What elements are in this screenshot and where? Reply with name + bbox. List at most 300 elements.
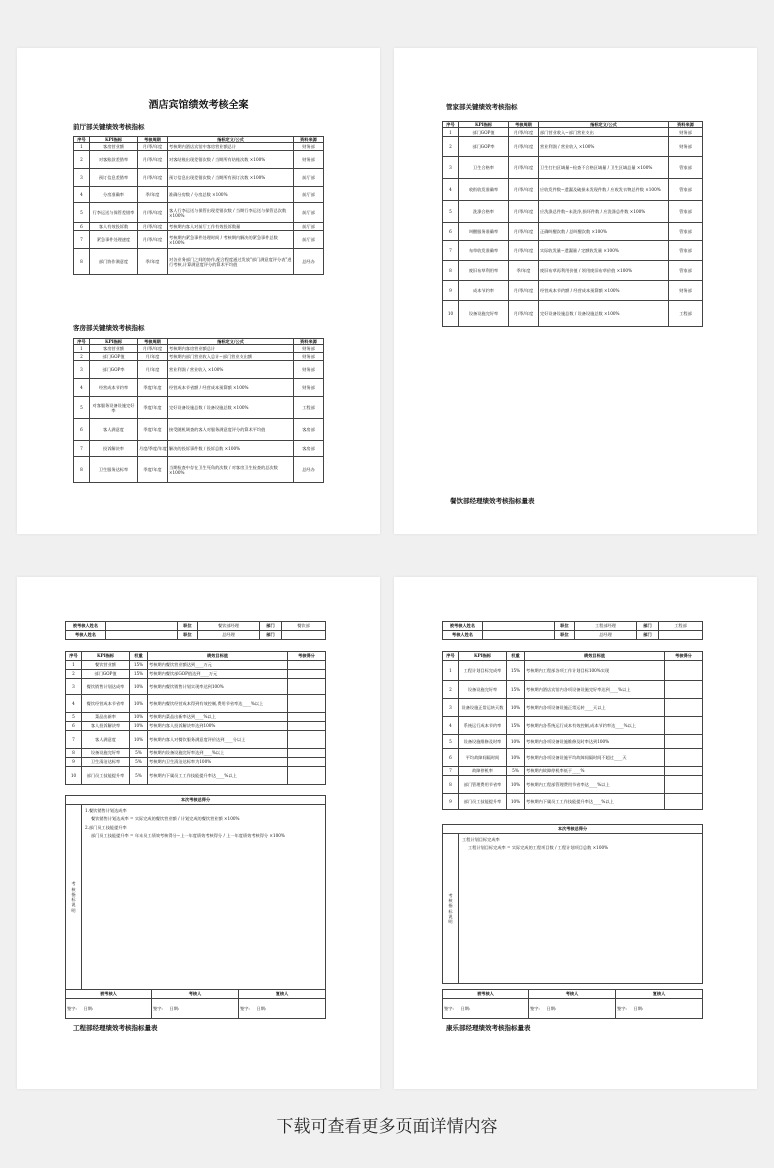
table-row bbox=[66, 679, 326, 695]
assessor-value bbox=[483, 631, 555, 640]
table-cell: 月/季/年度 bbox=[509, 157, 539, 179]
table-row bbox=[443, 767, 703, 776]
table-cell: 紧急事件处理速度 bbox=[90, 231, 138, 249]
header-cell: 资料来源 bbox=[294, 137, 324, 143]
table-row bbox=[66, 695, 326, 713]
table-cell: 部门GOP值 bbox=[90, 353, 138, 361]
table-cell: 考核期内酒店宾馆内各项设备设施完好率达到____%以上 bbox=[525, 681, 665, 699]
table-cell: 财务部 bbox=[669, 137, 703, 157]
explain-content bbox=[82, 805, 326, 990]
table-row bbox=[443, 137, 703, 157]
table-cell: 餐饮经营成本节省率 bbox=[82, 695, 130, 713]
table-cell: 前厅部 bbox=[294, 169, 324, 187]
catering-kpi-table bbox=[65, 651, 326, 785]
explain-line: 2.部门员工技能提升率 bbox=[85, 824, 127, 830]
section-title-housekeeping-rooms: 客房部关键绩效考核指标 bbox=[73, 324, 145, 332]
table-cell: 10% bbox=[130, 731, 148, 749]
table-cell: 8 bbox=[443, 261, 459, 281]
table-cell: 成本节约率 bbox=[459, 281, 509, 301]
table-cell: 月/季/年度 bbox=[509, 128, 539, 137]
table-cell: 6 bbox=[443, 223, 459, 241]
explain-line: 工程计划目标完成率 bbox=[462, 837, 500, 842]
table-cell: 考核期内客房营业额总计 bbox=[168, 345, 294, 353]
table-cell: 财务部 bbox=[294, 151, 324, 169]
header-cell: 指标定义/公式 bbox=[168, 339, 294, 345]
score-cell[interactable] bbox=[288, 670, 326, 679]
table-cell: 前厅部 bbox=[294, 223, 324, 231]
table-cell: 预订信息差错率 bbox=[90, 169, 138, 187]
table-cell: 设备设施完好率 bbox=[459, 301, 509, 327]
table-cell: 3 bbox=[66, 679, 82, 695]
housekeeping-kpi-table bbox=[442, 121, 703, 327]
table-cell: 叫醒服务准确率 bbox=[459, 223, 509, 241]
assessee-header: 被考核人 bbox=[66, 990, 152, 999]
table-cell: 财务部 bbox=[294, 379, 324, 397]
table-cell: 财务部 bbox=[294, 361, 324, 379]
table-cell: 前厅部 bbox=[294, 203, 324, 223]
table-cell: 接受随机调查的客人对服务满意度评分的算术平均值 bbox=[168, 419, 294, 441]
table-cell: 考核期内餐饮部GOP值达到____万元 bbox=[148, 670, 288, 679]
header-cell: KPI指标 bbox=[459, 652, 507, 661]
table-row bbox=[74, 397, 324, 419]
table-row bbox=[74, 151, 324, 169]
score-cell[interactable] bbox=[288, 713, 326, 722]
employee-info-table bbox=[442, 621, 703, 640]
table-row bbox=[443, 281, 703, 301]
table-row bbox=[443, 794, 703, 810]
table-cell: 对客服务设备设施完好率 bbox=[90, 397, 138, 419]
header-cell: 绩效目标值 bbox=[148, 652, 288, 661]
table-cell: 15% bbox=[507, 681, 525, 699]
table-cell: 对客账款差错率 bbox=[90, 151, 138, 169]
score-cell[interactable] bbox=[288, 661, 326, 670]
table-row bbox=[74, 345, 324, 353]
table-cell: 月/季/年度 bbox=[138, 151, 168, 169]
table-cell: 营业利润 / 营业收入 ×100% bbox=[539, 137, 669, 157]
section-title-housekeeping: 管家部关键绩效考核指标 bbox=[446, 103, 518, 111]
table-header-row bbox=[443, 652, 703, 661]
table-cell: 系统运行成本节约率 bbox=[459, 717, 507, 735]
table-cell: 对各业务部门之间的协作,配合程度通过发放"部门满意度评分表"进行考核,计算满意度评分的算术平均值 bbox=[168, 249, 294, 275]
table-row bbox=[443, 735, 703, 749]
table-cell: 9 bbox=[66, 758, 82, 767]
total-score-label: 本次考核总得分 bbox=[443, 825, 703, 834]
table-cell: 完好设备设施总数 / 设备设施总数 ×100% bbox=[168, 397, 294, 419]
department-label: 部门 bbox=[260, 631, 282, 640]
table-cell: 15% bbox=[130, 661, 148, 670]
header-cell: 考核周期 bbox=[138, 339, 168, 345]
table-cell: 客房营业额 bbox=[90, 143, 138, 151]
table-row bbox=[66, 749, 326, 758]
table-row bbox=[74, 143, 324, 151]
explain-line: 餐饮销售计划达成率 = 实际完成的餐饮营业额 / 计划完成的餐饮营业额 ×100% bbox=[91, 816, 240, 822]
table-cell: 工程部 bbox=[669, 301, 703, 327]
table-row bbox=[74, 169, 324, 187]
score-cell[interactable] bbox=[288, 722, 326, 731]
table-cell: 月/季/年度 bbox=[509, 137, 539, 157]
table-cell: 2 bbox=[74, 353, 90, 361]
table-cell: 对客结账出现差错次数 / 当期所有结账次数 ×100% bbox=[168, 151, 294, 169]
table-cell: 客人行李运送与保管出现差错次数 / 当期行李运送与保管总次数 ×100% bbox=[168, 203, 294, 223]
position-label: 职位 bbox=[555, 631, 575, 640]
header-cell: KPI指标 bbox=[90, 137, 138, 143]
table-cell: 15% bbox=[507, 717, 525, 735]
table-cell: 考核期内下属员工工作技能提升率达____%以上 bbox=[525, 794, 665, 810]
table-cell: 布草收发准确率 bbox=[459, 241, 509, 261]
table-row bbox=[443, 241, 703, 261]
table-row bbox=[443, 223, 703, 241]
table-cell: 考核期内故障停机率低于____% bbox=[525, 767, 665, 776]
table-cell: 季度/年度 bbox=[138, 419, 168, 441]
info-row bbox=[443, 622, 703, 631]
table-row bbox=[66, 670, 326, 679]
score-cell[interactable] bbox=[288, 695, 326, 713]
table-cell: 考核期内酒店宾馆中客房营业额总计 bbox=[168, 143, 294, 151]
explain-line: 1.餐饮销售计划达成率 bbox=[85, 808, 127, 813]
header-cell: 指标定义/公式 bbox=[168, 137, 294, 143]
score-cell[interactable] bbox=[288, 731, 326, 749]
table-cell: 5% bbox=[130, 758, 148, 767]
signature-cell: 签字: 日期: bbox=[239, 999, 326, 1019]
position-value: 工程部经理 bbox=[575, 622, 637, 631]
assessor-header: 考核人 bbox=[529, 990, 616, 999]
table-cell: 设备设施完好率 bbox=[82, 749, 130, 758]
table-cell: 5 bbox=[443, 201, 459, 223]
table-cell: 客房部 bbox=[294, 441, 324, 457]
table-cell: 10% bbox=[507, 749, 525, 767]
table-cell: 考核期内餐饮销售计划实现率达到100% bbox=[148, 679, 288, 695]
table-cell: 5 bbox=[443, 735, 459, 749]
table-cell: 解决的投诉事件数 / 投诉总数 ×100% bbox=[168, 441, 294, 457]
table-cell: 部门营业收入−部门营业支出 bbox=[539, 128, 669, 137]
table-cell: 9 bbox=[443, 281, 459, 301]
header-cell: 资料来源 bbox=[669, 122, 703, 128]
score-cell[interactable] bbox=[288, 758, 326, 767]
table-cell: 管家部 bbox=[669, 201, 703, 223]
table-cell: 客人有效投诉数 bbox=[90, 223, 138, 231]
table-cell: 3 bbox=[74, 361, 90, 379]
table-cell: 季/年度 bbox=[138, 187, 168, 203]
table-row bbox=[443, 128, 703, 137]
table-cell: 2 bbox=[66, 670, 82, 679]
score-cell[interactable] bbox=[665, 749, 703, 767]
table-row bbox=[74, 353, 324, 361]
table-cell: 7 bbox=[443, 767, 459, 776]
explain-table bbox=[65, 795, 326, 990]
table-cell: 10% bbox=[130, 695, 148, 713]
table-cell: 4 bbox=[74, 187, 90, 203]
reviewer-header: 复核人 bbox=[239, 990, 326, 999]
table-cell: 完好设备设施总数 / 设备设施总数 ×100% bbox=[539, 301, 669, 327]
table-cell: 部门员工技能提升率 bbox=[459, 794, 507, 810]
table-cell: 收衔收发准确率 bbox=[459, 179, 509, 201]
table-cell: 废旧布草再利用价值 / 领用废旧布草价值 ×100% bbox=[539, 261, 669, 281]
score-cell[interactable] bbox=[665, 794, 703, 810]
table-cell: 管家部 bbox=[669, 261, 703, 281]
table-cell: 客人投诉解决率 bbox=[82, 722, 130, 731]
table-cell: 季/年度 bbox=[138, 249, 168, 275]
assessor-header: 考核人 bbox=[152, 990, 239, 999]
table-cell: 财务部 bbox=[669, 281, 703, 301]
document-title: 酒店宾馆绩效考核全案 bbox=[148, 100, 249, 111]
table-cell: 应收发件数−遗漏及破损未发现件数 / 应收发衣物总件数 ×100% bbox=[539, 179, 669, 201]
table-cell: 考核期内卫生清洁达标率为100% bbox=[148, 758, 288, 767]
table-cell: 1 bbox=[74, 143, 90, 151]
table-row bbox=[443, 179, 703, 201]
header-cell: 序号 bbox=[74, 137, 90, 143]
signature-header-row bbox=[66, 990, 326, 999]
table-cell: 管家部 bbox=[669, 241, 703, 261]
table-cell: 正确叫醒次数 / 总叫醒次数 ×100% bbox=[539, 223, 669, 241]
name-value bbox=[106, 622, 178, 631]
table-cell: 10 bbox=[66, 767, 82, 785]
table-cell: 设备设施正常运转天数 bbox=[459, 699, 507, 717]
table-row bbox=[74, 223, 324, 231]
table-cell: 卫生服务达标率 bbox=[90, 457, 138, 483]
info-row bbox=[66, 631, 326, 640]
table-cell: 考核期内餐饮经营成本得到有效控制,费用节省率达____%以上 bbox=[148, 695, 288, 713]
table-cell: 财务部 bbox=[294, 353, 324, 361]
department-value: 工程部 bbox=[659, 622, 703, 631]
header-cell: 序号 bbox=[66, 652, 82, 661]
explain-content bbox=[459, 834, 703, 984]
table-cell: 总经办 bbox=[294, 249, 324, 275]
score-cell[interactable] bbox=[665, 735, 703, 749]
table-cell: 8 bbox=[74, 457, 90, 483]
table-row bbox=[443, 661, 703, 681]
department-value: 餐饮部 bbox=[282, 622, 326, 631]
table-header-row bbox=[66, 652, 326, 661]
table-cell: 10% bbox=[130, 679, 148, 695]
table-cell: 月度/季度/年度 bbox=[138, 441, 168, 457]
explain-row bbox=[443, 834, 703, 984]
score-cell[interactable] bbox=[288, 679, 326, 695]
table-cell: 4 bbox=[443, 179, 459, 201]
table-cell: 客人满意度 bbox=[90, 419, 138, 441]
table-row bbox=[443, 201, 703, 223]
table-cell: 废旧布草利用率 bbox=[459, 261, 509, 281]
rooms-kpi-table bbox=[73, 338, 324, 483]
score-cell[interactable] bbox=[665, 681, 703, 699]
table-row bbox=[66, 661, 326, 670]
table-cell: 月/年度 bbox=[138, 353, 168, 361]
caption-catering-manager: 餐饮部经理绩效考核指标量表 bbox=[450, 497, 535, 505]
table-row bbox=[74, 441, 324, 457]
header-cell: 序号 bbox=[443, 652, 459, 661]
caption-recreation-manager: 康乐部经理绩效考核指标量表 bbox=[446, 1024, 531, 1032]
table-cell: 7 bbox=[74, 441, 90, 457]
signature-cell: 签字: 日期: bbox=[529, 999, 616, 1019]
score-cell[interactable] bbox=[665, 699, 703, 717]
table-cell: 管家部 bbox=[669, 157, 703, 179]
table-row bbox=[66, 767, 326, 785]
table-row bbox=[443, 157, 703, 179]
table-cell: 7 bbox=[74, 231, 90, 249]
table-cell: 故障停机率 bbox=[459, 767, 507, 776]
table-cell: 考核期内紧急事件处理时间 / 考核期内解决的紧急事件总数 ×100% bbox=[168, 231, 294, 249]
score-cell[interactable] bbox=[288, 749, 326, 758]
table-cell: 部门GOP率 bbox=[459, 137, 509, 157]
table-cell: 部门协作满意度 bbox=[90, 249, 138, 275]
table-cell: 月/季/年度 bbox=[509, 241, 539, 261]
assessor-label: 考核人姓名 bbox=[66, 631, 106, 640]
table-row bbox=[443, 776, 703, 794]
header-cell: 绩效目标值 bbox=[525, 652, 665, 661]
position-label: 职位 bbox=[555, 622, 575, 631]
reviewer-header: 复核人 bbox=[616, 990, 703, 999]
header-cell: KPI指标 bbox=[90, 339, 138, 345]
table-cell: 季度/年度 bbox=[138, 379, 168, 397]
explain-row bbox=[66, 805, 326, 990]
table-cell: 2 bbox=[443, 681, 459, 699]
table-cell: 考核期内客人对餐饮服务满意度评价达到____分以上 bbox=[148, 731, 288, 749]
assessor-position: 总经理 bbox=[198, 631, 260, 640]
table-cell: 月/季/年度 bbox=[509, 201, 539, 223]
score-cell[interactable] bbox=[665, 767, 703, 776]
table-row bbox=[74, 419, 324, 441]
table-row bbox=[66, 722, 326, 731]
department-label: 部门 bbox=[637, 622, 659, 631]
table-cell: 7 bbox=[443, 241, 459, 261]
table-cell: 部门员工技能提升率 bbox=[82, 767, 130, 785]
table-cell: 4 bbox=[66, 695, 82, 713]
table-cell: 客房部 bbox=[294, 419, 324, 441]
header-cell: KPI指标 bbox=[82, 652, 130, 661]
assessee-header: 被考核人 bbox=[443, 990, 529, 999]
table-cell: 实际收发量−遗漏量 / 定额收发量 ×100% bbox=[539, 241, 669, 261]
signature-row bbox=[66, 999, 326, 1019]
table-cell: 营业利润 / 营业收入 ×100% bbox=[168, 361, 294, 379]
table-cell: 财务部 bbox=[669, 128, 703, 137]
header-cell: 指标定义/公式 bbox=[539, 122, 669, 128]
department-label: 部门 bbox=[637, 631, 659, 640]
table-cell: 月/季/年度 bbox=[509, 223, 539, 241]
table-cell: 前厅部 bbox=[294, 231, 324, 249]
table-cell: 季度/年度 bbox=[138, 397, 168, 419]
table-cell: 考核期内各系统运行成本有效控制,成本节约率达____%以上 bbox=[525, 717, 665, 735]
table-cell: 部门管理费用节省率 bbox=[459, 776, 507, 794]
header-cell: 考核周期 bbox=[509, 122, 539, 128]
download-more-text[interactable]: 下载可查看更多页面详情内容 bbox=[276, 1117, 498, 1137]
table-cell: 考核期内各项设备设施维修及时率达到100% bbox=[525, 735, 665, 749]
table-cell: 财务部 bbox=[294, 345, 324, 353]
engineering-kpi-table bbox=[442, 651, 703, 810]
table-cell: 菜品出新率 bbox=[82, 713, 130, 722]
table-cell: 考核期内各项设备设施平均故障间隔时间不超过____天 bbox=[525, 749, 665, 767]
table-cell: 1 bbox=[443, 661, 459, 681]
table-row bbox=[74, 361, 324, 379]
table-cell: 1 bbox=[443, 128, 459, 137]
table-row bbox=[66, 758, 326, 767]
score-cell[interactable] bbox=[665, 776, 703, 794]
table-cell: 10 bbox=[443, 301, 459, 327]
header-cell: 资料来源 bbox=[294, 339, 324, 345]
name-value bbox=[483, 622, 555, 631]
document-page-4 bbox=[394, 577, 757, 1089]
table-cell: 6 bbox=[74, 223, 90, 231]
table-cell: 管家部 bbox=[669, 223, 703, 241]
table-row bbox=[66, 713, 326, 722]
document-page-1 bbox=[17, 48, 380, 534]
table-cell: 总经办 bbox=[294, 457, 324, 483]
caption-engineering-manager: 工程部经理绩效考核指标量表 bbox=[73, 1024, 158, 1032]
table-cell: 月/年度 bbox=[138, 361, 168, 379]
table-cell: 考核期内工程部管理费用节省率达____%以上 bbox=[525, 776, 665, 794]
table-cell: 投诉解决率 bbox=[90, 441, 138, 457]
table-cell: 8 bbox=[66, 749, 82, 758]
score-cell[interactable] bbox=[665, 717, 703, 735]
table-cell: 2 bbox=[443, 137, 459, 157]
assessor-department bbox=[659, 631, 703, 640]
explain-line: 部门员工技能提升率 = 年末员工绩效考核得分−上一年度绩效考核得分 / 上一年度绩效考核得分 ×100% bbox=[91, 832, 285, 838]
table-row bbox=[443, 261, 703, 281]
table-cell: 10% bbox=[507, 699, 525, 717]
table-cell: 10% bbox=[130, 722, 148, 731]
assessor-position: 总经理 bbox=[575, 631, 637, 640]
table-cell: 8 bbox=[74, 249, 90, 275]
table-cell: 考核期内客人投诉解决率达到100% bbox=[148, 722, 288, 731]
position-label: 职位 bbox=[178, 631, 198, 640]
document-page-2 bbox=[394, 48, 757, 534]
header-cell: 考核得分 bbox=[288, 652, 326, 661]
assessor-department bbox=[282, 631, 326, 640]
table-cell: 5 bbox=[74, 203, 90, 223]
table-cell: 客房营业额 bbox=[90, 345, 138, 353]
score-cell[interactable] bbox=[288, 767, 326, 785]
table-cell: 部门GOP值 bbox=[82, 670, 130, 679]
table-cell: 设备设施完好率 bbox=[459, 681, 507, 699]
table-cell: 准确分房数 / 分房总数 ×100% bbox=[168, 187, 294, 203]
table-cell: 7 bbox=[66, 731, 82, 749]
table-cell: 卫生合格率 bbox=[459, 157, 509, 179]
table-cell: 月/季/年度 bbox=[509, 179, 539, 201]
table-cell: 分房准确率 bbox=[90, 187, 138, 203]
table-cell: 经营成本节约额 / 经营成本预算额 ×100% bbox=[539, 281, 669, 301]
total-score-row bbox=[66, 796, 326, 805]
explain-line: 工程计划目标完成率 = 实际完成的工程项目数 / 工程计划项目总数 ×100% bbox=[468, 845, 609, 851]
header-cell: 序号 bbox=[74, 339, 90, 345]
signature-cell: 签字: 日期: bbox=[616, 999, 703, 1019]
table-cell: 前厅部 bbox=[294, 187, 324, 203]
table-cell: 月/季/年度 bbox=[509, 301, 539, 327]
table-cell: 考核期内下属员工工作技能提升率达____%以上 bbox=[148, 767, 288, 785]
table-cell: 工程部 bbox=[294, 397, 324, 419]
table-cell: 1 bbox=[66, 661, 82, 670]
table-cell: 月/季/年度 bbox=[138, 345, 168, 353]
table-cell: 月/季/年度 bbox=[509, 281, 539, 301]
table-cell: 5 bbox=[66, 713, 82, 722]
table-cell: 3 bbox=[443, 157, 459, 179]
table-cell: 3 bbox=[443, 699, 459, 717]
table-row bbox=[443, 301, 703, 327]
table-cell: 4 bbox=[74, 379, 90, 397]
score-cell[interactable] bbox=[665, 661, 703, 681]
table-row bbox=[74, 187, 324, 203]
table-cell: 6 bbox=[443, 749, 459, 767]
employee-info-table bbox=[65, 621, 326, 640]
table-cell: 财务部 bbox=[294, 143, 324, 151]
table-row bbox=[74, 203, 324, 223]
table-cell: 考核期内设备设施完好率达到____%以上 bbox=[148, 749, 288, 758]
table-cell: 经营成本节省额 / 经营成本预算额 ×100% bbox=[168, 379, 294, 397]
header-cell: 权重 bbox=[507, 652, 525, 661]
table-cell: 预订信息出现差错次数 / 当期所有预订次数 ×100% bbox=[168, 169, 294, 187]
table-cell: 月/季/年度 bbox=[138, 231, 168, 249]
table-cell: 1 bbox=[74, 345, 90, 353]
table-row bbox=[443, 717, 703, 735]
table-row bbox=[66, 731, 326, 749]
table-cell: 季度/年度 bbox=[138, 457, 168, 483]
